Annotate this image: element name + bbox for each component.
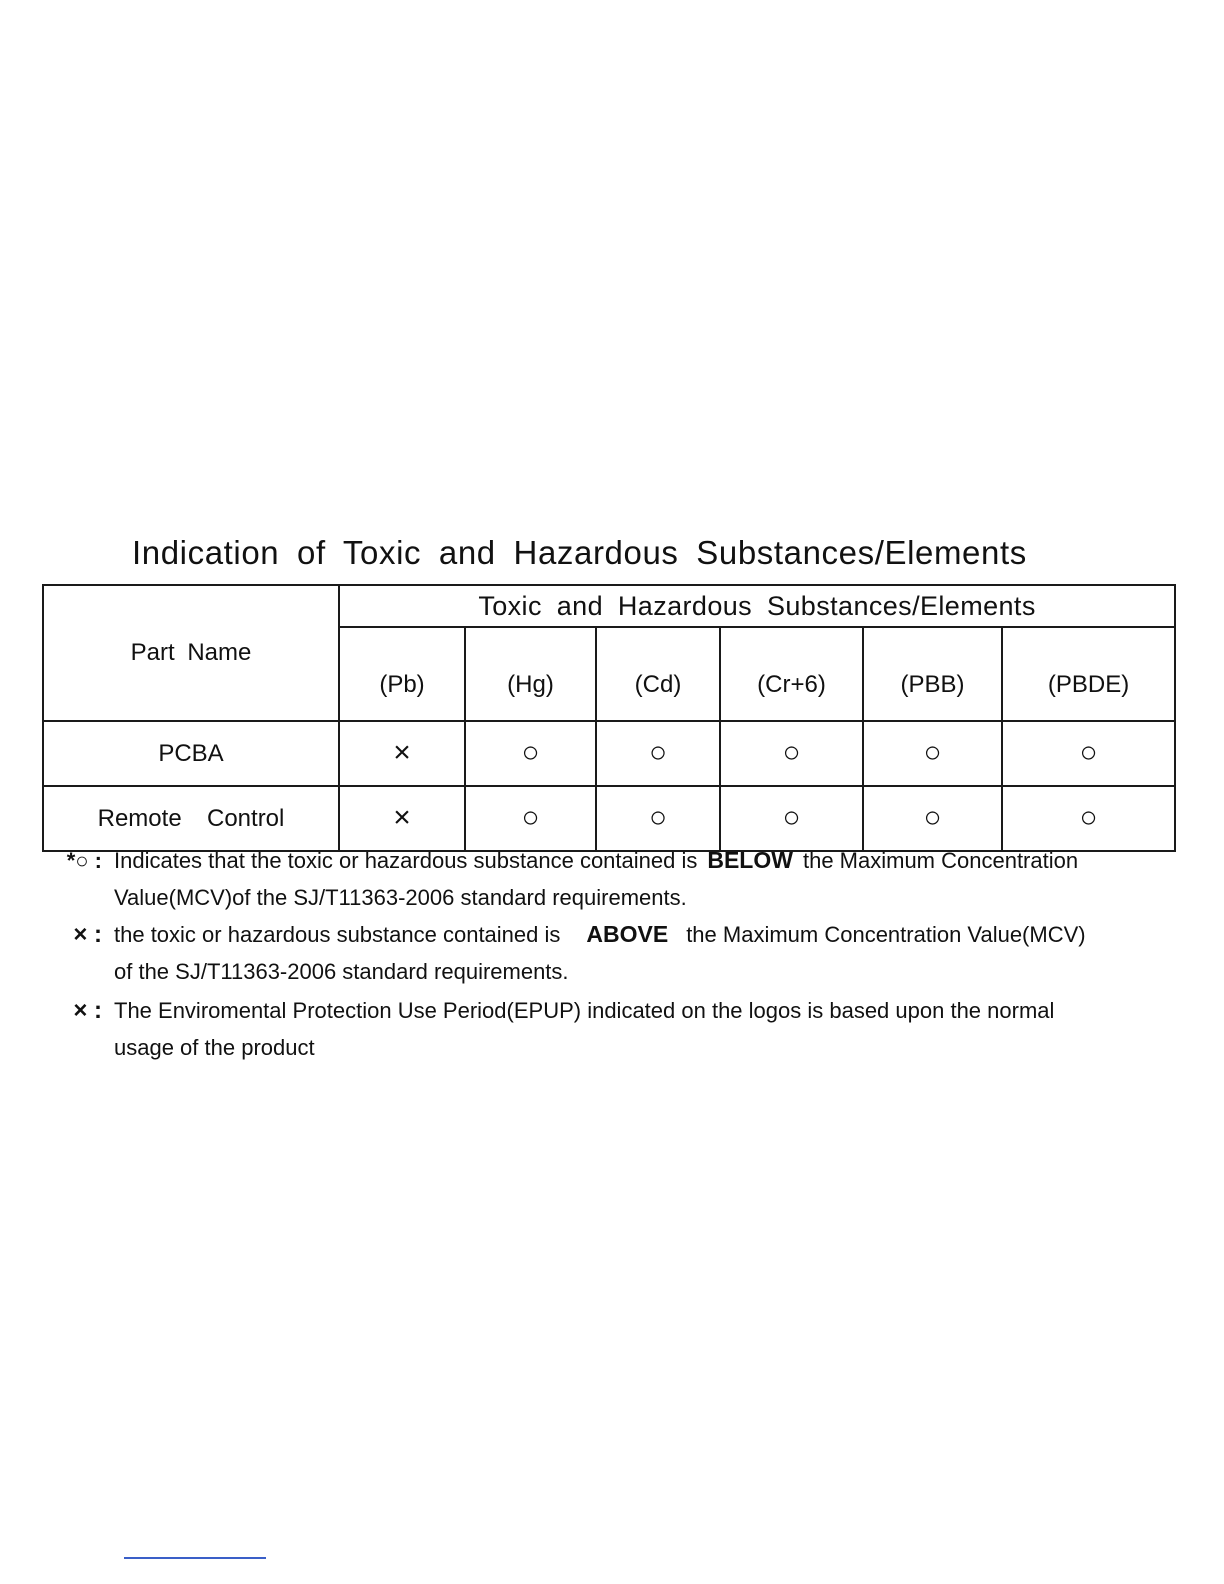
- note-text-before: Indicates that the toxic or hazardous substance contained is: [114, 848, 698, 873]
- substance-header-pb: (Pb): [339, 627, 465, 721]
- note-below-mcv: [44, 842, 1184, 916]
- note-continuation: of the SJ/T11363-2006 standard requirements.: [114, 959, 569, 984]
- mark-circle-icon: ○: [648, 736, 668, 769]
- note-text-before: the toxic or hazardous substance contained is: [114, 922, 561, 947]
- note-text-after: the Maximum Concentration Value(MCV): [686, 922, 1086, 947]
- substance-header-hg: (Hg): [465, 627, 596, 721]
- note-continuation: Value(MCV)of the SJ/T11363-2006 standard requirements.: [114, 885, 687, 910]
- mark-cross-icon: ×: [393, 801, 411, 834]
- footer-divider: [124, 1557, 266, 1559]
- note-emphasis: BELOW: [707, 847, 793, 873]
- note-text-before: The Enviromental Protection Use Period(EPUP) indicated on the logos is based upon the normal: [114, 998, 1055, 1023]
- page-title: Indication of Toxic and Hazardous Substances/Elements: [132, 534, 1027, 571]
- mark-circle-icon: ○: [923, 801, 942, 834]
- hazard-substance-table: [42, 584, 1176, 852]
- cross-marker-icon: × :: [73, 997, 102, 1024]
- substances-group-header: Toxic and Hazardous Substances/Elements: [339, 585, 1175, 627]
- substance-header-pbb: (PBB): [863, 627, 1002, 721]
- note-text: [114, 842, 1184, 879]
- mark-circle-icon: ○: [1079, 801, 1098, 834]
- note-text-after: the Maximum Concentration: [802, 848, 1079, 873]
- substance-header-cd: (Cd): [596, 627, 720, 721]
- part-name-header: Part Name: [43, 585, 339, 721]
- substance-header-cr6: (Cr+6): [720, 627, 863, 721]
- mark-cell: [863, 721, 1002, 786]
- note-text: [114, 916, 1184, 953]
- mark-circle-icon: ○: [521, 736, 540, 769]
- mark-cell: [1002, 721, 1175, 786]
- circle-marker-icon: *○ :: [66, 848, 102, 873]
- table-header-row: [43, 585, 1175, 627]
- note-text: [114, 992, 1184, 1029]
- note-above-mcv: [44, 916, 1184, 990]
- legend-notes: [44, 842, 1184, 1066]
- cross-marker-icon: × :: [73, 921, 102, 948]
- mark-cross-icon: ×: [393, 736, 411, 769]
- mark-circle-icon: ○: [648, 801, 668, 834]
- mark-circle-icon: ○: [1079, 736, 1098, 769]
- part-name-cell: PCBA: [43, 721, 339, 786]
- mark-circle-icon: ○: [923, 736, 942, 769]
- note-emphasis: ABOVE: [586, 921, 669, 947]
- mark-circle-icon: ○: [782, 736, 801, 769]
- part-name-cell: Remote Control: [43, 786, 339, 851]
- substance-header-pbde: (PBDE): [1002, 627, 1175, 721]
- mark-cell: [465, 721, 596, 786]
- mark-circle-icon: ○: [782, 801, 801, 834]
- mark-cell: [596, 721, 720, 786]
- mark-cell: [720, 721, 863, 786]
- mark-circle-icon: ○: [521, 801, 540, 834]
- note-continuation: usage of the product: [114, 1035, 315, 1060]
- table-row: [43, 721, 1175, 786]
- note-epup: [44, 992, 1184, 1066]
- mark-cell: [339, 721, 465, 786]
